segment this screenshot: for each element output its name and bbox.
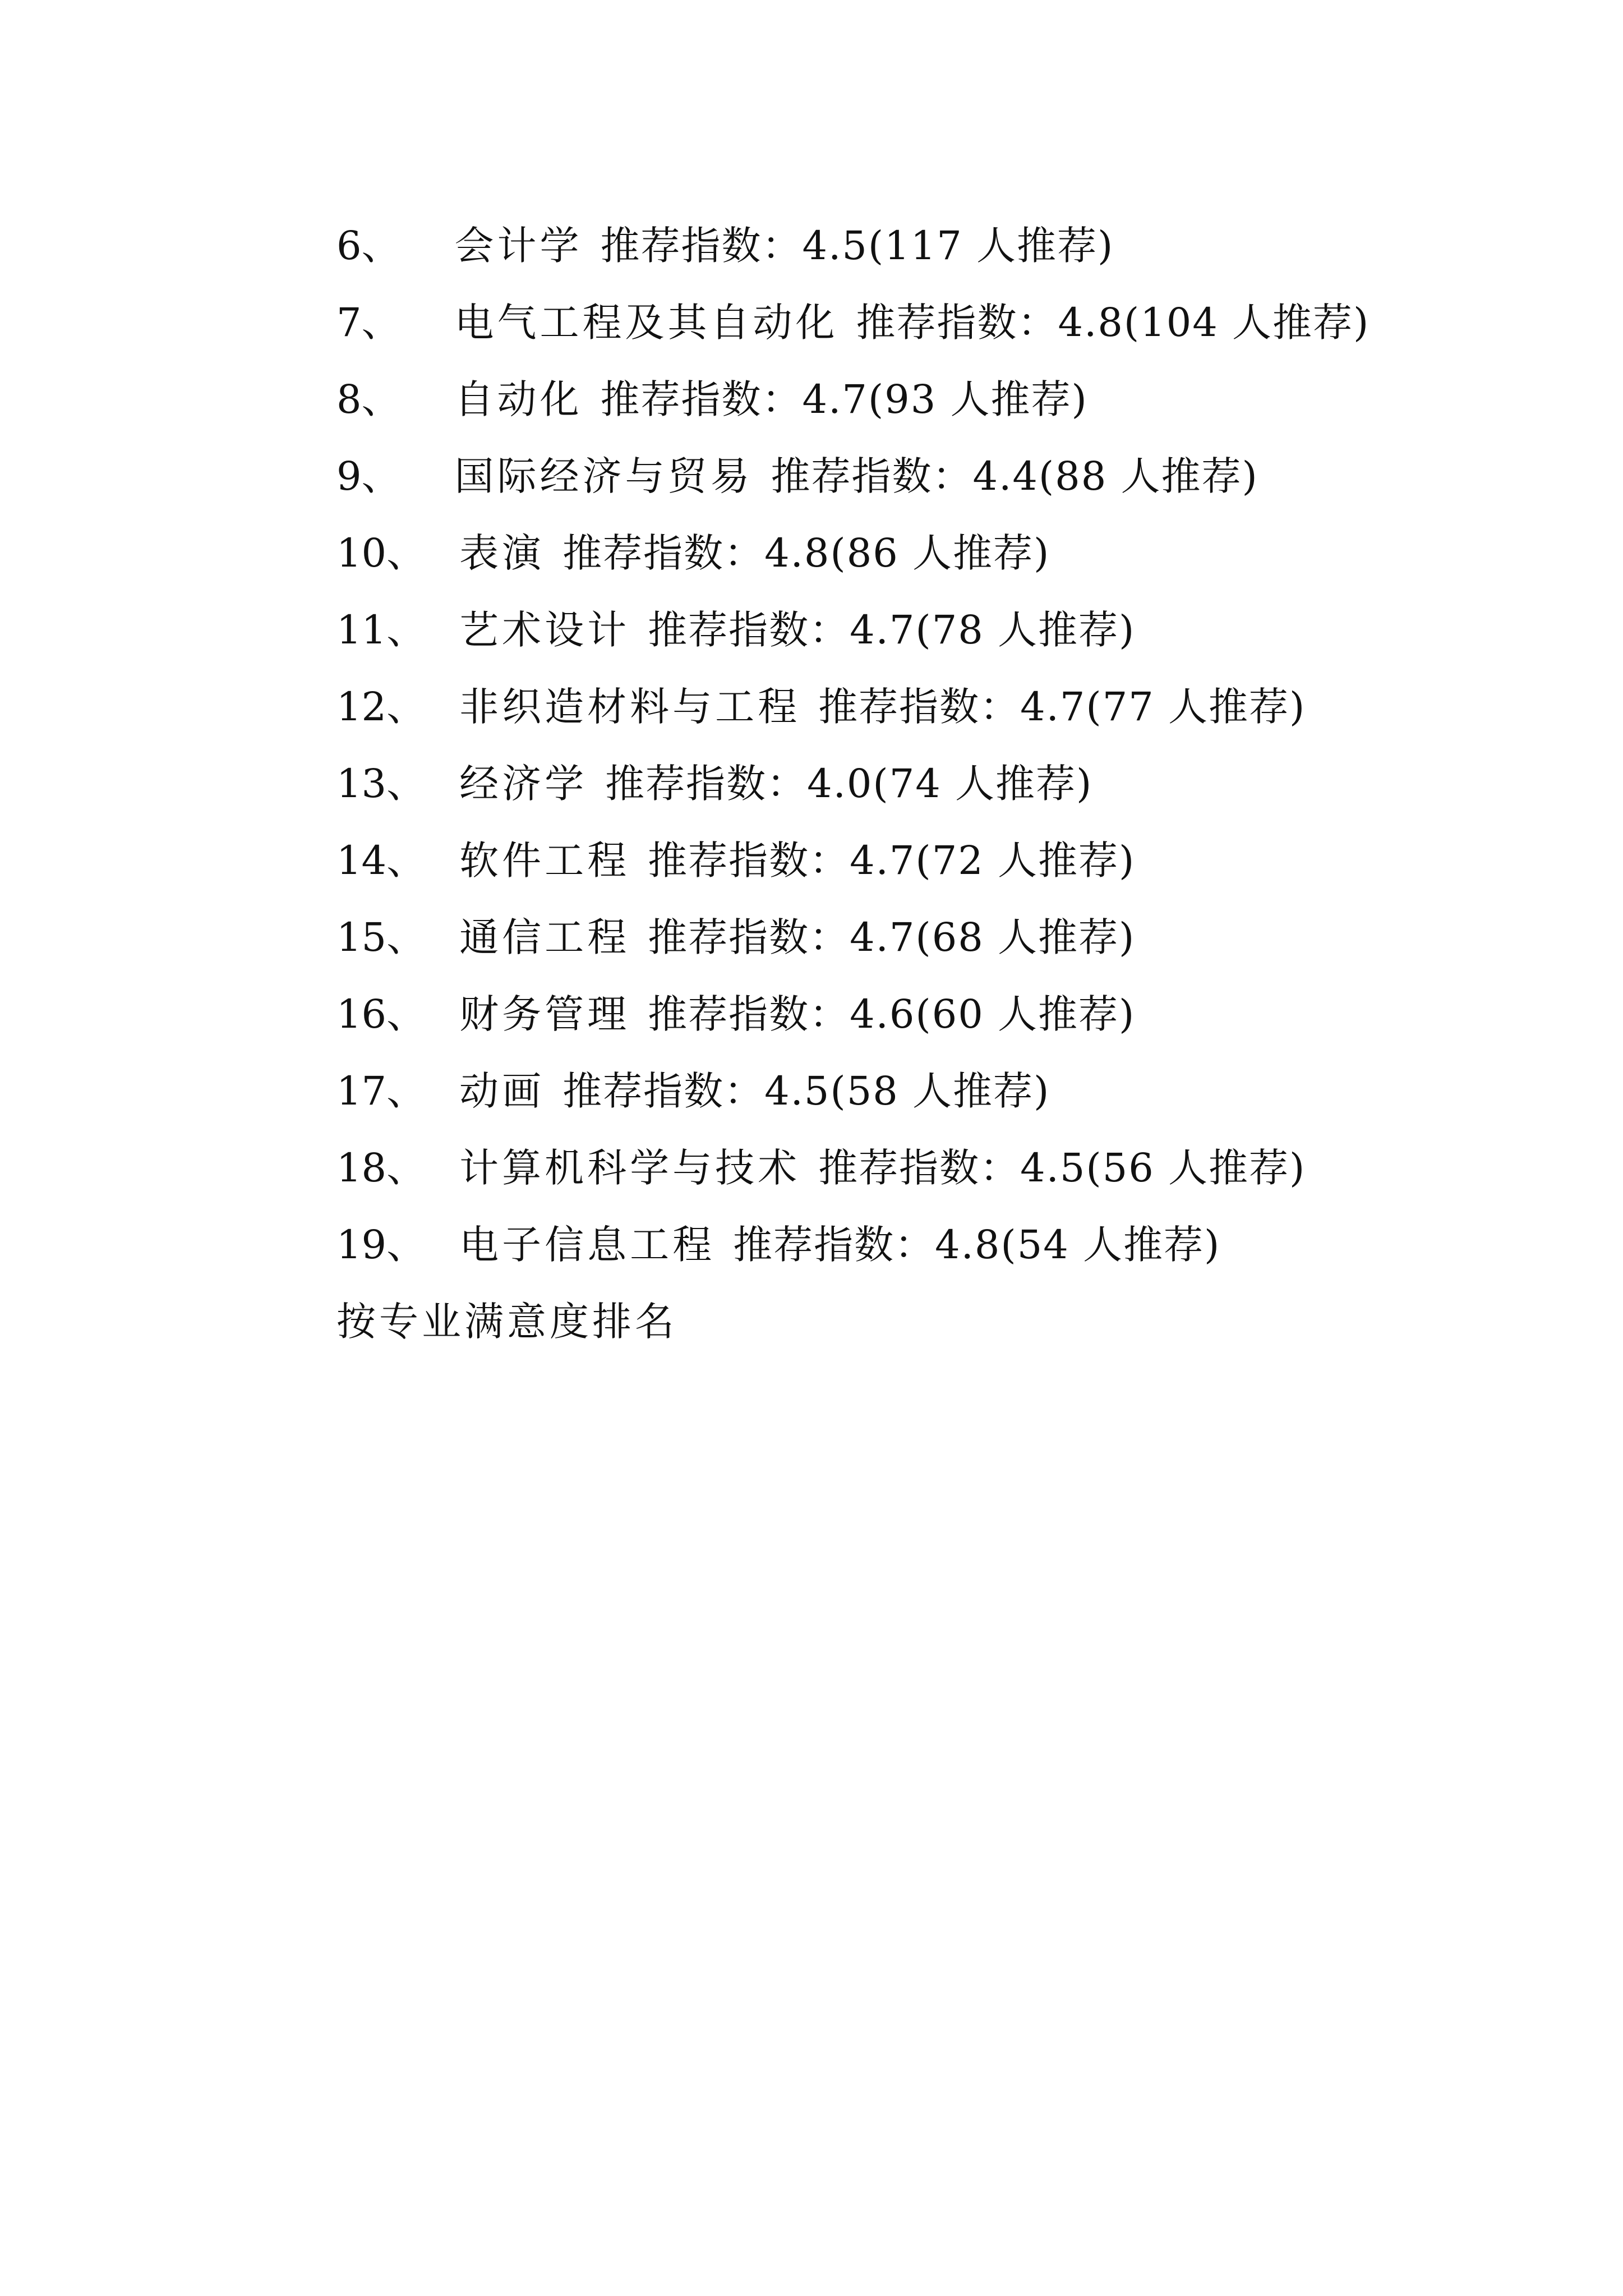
item-number: 14、 [336, 838, 426, 884]
item-major: 表演 [459, 530, 545, 576]
list-item [336, 746, 1514, 822]
item-score: 推荐指数：4.5(56 人推荐) [818, 1145, 1306, 1191]
item-score: 推荐指数：4.8(54 人推荐) [733, 1222, 1221, 1268]
item-score: 推荐指数：4.4(88 人推荐) [771, 453, 1258, 499]
item-score: 推荐指数：4.8(86 人推荐) [562, 530, 1050, 576]
list-item [336, 592, 1514, 669]
list-item [336, 899, 1514, 976]
item-major: 非织造材料与工程 [459, 684, 801, 730]
item-major: 电气工程及其自动化 [454, 300, 838, 346]
item-number: 11、 [336, 607, 426, 653]
list-item [336, 1207, 1514, 1283]
item-score: 推荐指数：4.5(117 人推荐) [600, 223, 1114, 269]
item-major: 通信工程 [459, 914, 630, 960]
item-score: 推荐指数：4.7(93 人推荐) [600, 376, 1088, 422]
item-score: 推荐指数：4.7(78 人推荐) [648, 607, 1136, 653]
list-item [336, 208, 1514, 284]
item-number: 9、 [336, 453, 401, 499]
list-item [336, 438, 1514, 515]
list-item [336, 284, 1514, 361]
list-item [336, 515, 1514, 592]
item-number: 7、 [336, 300, 401, 346]
item-major: 财务管理 [459, 991, 630, 1037]
item-number: 16、 [336, 991, 426, 1037]
item-number: 15、 [336, 914, 426, 960]
list-item [336, 1053, 1514, 1130]
item-score: 推荐指数：4.7(72 人推荐) [648, 838, 1136, 884]
item-number: 18、 [336, 1145, 426, 1191]
item-score: 推荐指数：4.7(68 人推荐) [648, 914, 1136, 960]
list-item [336, 669, 1514, 746]
list-item [336, 976, 1514, 1053]
major-ranking-list [336, 208, 1514, 1360]
item-major: 国际经济与贸易 [454, 453, 753, 499]
list-item [336, 822, 1514, 899]
list-item [336, 1130, 1514, 1207]
item-number: 10、 [336, 530, 426, 576]
item-major: 计算机科学与技术 [459, 1145, 801, 1191]
item-major: 自动化 [454, 376, 583, 422]
item-score: 推荐指数：4.8(104 人推荐) [856, 300, 1370, 346]
item-major: 经济学 [459, 761, 588, 807]
item-major: 电子信息工程 [459, 1222, 716, 1268]
item-number: 6、 [336, 223, 401, 269]
item-score: 推荐指数：4.0(74 人推荐) [605, 761, 1093, 807]
list-item [336, 361, 1514, 438]
item-number: 12、 [336, 684, 426, 730]
item-major: 会计学 [454, 223, 583, 269]
item-number: 8、 [336, 376, 401, 422]
item-major: 软件工程 [459, 838, 630, 884]
item-number: 19、 [336, 1222, 426, 1268]
item-score: 推荐指数：4.5(58 人推荐) [562, 1068, 1050, 1114]
item-number: 13、 [336, 761, 426, 807]
item-score: 推荐指数：4.7(77 人推荐) [818, 684, 1306, 730]
section-heading: 按专业满意度排名 [336, 1299, 677, 1345]
item-number: 17、 [336, 1068, 426, 1114]
item-score: 推荐指数：4.6(60 人推荐) [648, 991, 1136, 1037]
item-major: 艺术设计 [459, 607, 630, 653]
item-major: 动画 [459, 1068, 545, 1114]
